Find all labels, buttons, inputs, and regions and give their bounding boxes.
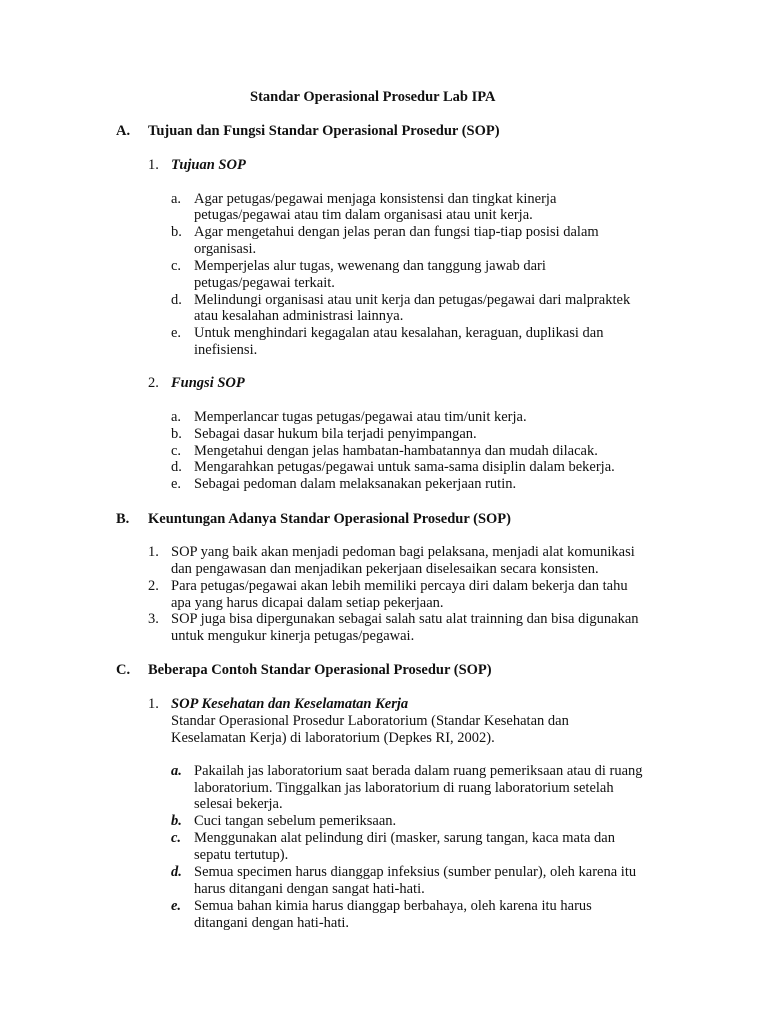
list-item-marker: b. [171, 426, 182, 442]
list-item-text: Semua bahan kimia harus dianggap berbahaya, oleh karena itu harus [194, 898, 592, 914]
list-item-text: untuk mengukur kinerja petugas/pegawai. [171, 628, 415, 644]
list-item-marker: d. [171, 292, 182, 308]
list-item-text: SOP yang baik akan menjadi pedoman bagi pelaksana, menjadi alat komunikasi [171, 544, 635, 560]
list-item-text: Memperjelas alur tugas, wewenang dan tanggung jawab dari [194, 258, 546, 274]
list-item-text: dan pengawasan dan menjadikan pekerjaan diselesaikan secara konsisten. [171, 561, 599, 577]
list-item-marker: a. [171, 409, 182, 425]
sub-a1-number: 1. [148, 157, 159, 173]
list-item-text: Agar mengetahui dengan jelas peran dan fungsi tiap-tiap posisi dalam [194, 224, 599, 240]
list-item-text: Cuci tangan sebelum pemeriksaan. [194, 813, 397, 829]
list-item-marker: a. [171, 763, 182, 779]
list-item-text: apa yang harus dicapai dalam setiap pekerjaan. [171, 595, 444, 611]
list-item-marker: 2. [148, 578, 159, 594]
list-item-marker: b. [171, 224, 182, 240]
list-item-text: petugas/pegawai atau tim dalam organisasi atau unit kerja. [194, 207, 533, 223]
list-item-marker: a. [171, 191, 182, 207]
list-item-marker: c. [171, 443, 182, 459]
list-item-text: Menggunakan alat pelindung diri (masker, sarung tangan, kaca mata dan [194, 830, 615, 846]
list-item-marker: 1. [148, 544, 159, 560]
list-item-marker: d. [171, 459, 182, 475]
list-item-text: petugas/pegawai terkait. [194, 275, 335, 291]
list-item-text: harus ditangani dengan sangat hati-hati. [194, 881, 425, 897]
section-a-marker: A. [116, 123, 131, 139]
list-item-text: Melindungi organisasi atau unit kerja dan petugas/pegawai dari malpraktek [194, 292, 631, 308]
list-item-text: Agar petugas/pegawai menjaga konsistensi dan tingkat kinerja [194, 191, 557, 207]
section-a-heading: Tujuan dan Fungsi Standar Operasional Prosedur (SOP) [148, 123, 500, 139]
list-item-text: ditangani dengan hati-hati. [194, 915, 350, 931]
list-item-marker: e. [171, 898, 182, 914]
sub-a1-heading: Tujuan SOP [171, 157, 246, 173]
list-item-marker: c. [171, 258, 182, 274]
sub-c1-number: 1. [148, 696, 159, 712]
sub-c1-intro: Standar Operasional Prosedur Laboratorium (Standar Kesehatan dan [171, 713, 569, 729]
list-item-text: Para petugas/pegawai akan lebih memiliki percaya diri dalam bekerja dan tahu [171, 578, 628, 594]
list-item-text: Pakailah jas laboratorium saat berada dalam ruang pemeriksaan atau di ruang [194, 763, 643, 779]
list-item-text: Sebagai dasar hukum bila terjadi penyimpangan. [194, 426, 477, 442]
list-item-text: laboratorium. Tinggalkan jas laboratorium di ruang laboratorium setelah [194, 780, 614, 796]
list-item-marker: d. [171, 864, 182, 880]
section-b-marker: B. [116, 511, 130, 527]
list-item-marker: e. [171, 476, 182, 492]
list-item-text: Memperlancar tugas petugas/pegawai atau tim/unit kerja. [194, 409, 527, 425]
sub-a2-number: 2. [148, 375, 159, 391]
list-item-text: Semua specimen harus dianggap infeksius (sumber penular), oleh karena itu [194, 864, 637, 880]
list-item-text: inefisiensi. [194, 342, 258, 358]
sub-c1-intro: Keselamatan Kerja) di laboratorium (Depkes RI, 2002). [171, 730, 495, 746]
document-title: Standar Operasional Prosedur Lab IPA [250, 89, 496, 105]
section-b-heading: Keuntungan Adanya Standar Operasional Prosedur (SOP) [148, 511, 511, 527]
list-item-marker: c. [171, 830, 182, 846]
section-c-heading: Beberapa Contoh Standar Operasional Prosedur (SOP) [148, 662, 492, 678]
list-item-text: Untuk menghindari kegagalan atau kesalahan, keraguan, duplikasi dan [194, 325, 604, 341]
list-item-marker: 3. [148, 611, 159, 627]
list-item-text: sepatu tertutup). [194, 847, 289, 863]
list-item-text: Sebagai pedoman dalam melaksanakan pekerjaan rutin. [194, 476, 517, 492]
section-c-marker: C. [116, 662, 131, 678]
sub-a2-heading: Fungsi SOP [171, 375, 245, 391]
sub-c1-heading: SOP Kesehatan dan Keselamatan Kerja [171, 696, 409, 712]
list-item-text: atau kesalahan administrasi lainnya. [194, 308, 404, 324]
list-item-text: SOP juga bisa dipergunakan sebagai salah satu alat trainning dan bisa digunakan [171, 611, 639, 627]
list-item-text: selesai bekerja. [194, 796, 283, 812]
list-item-marker: e. [171, 325, 182, 341]
list-item-text: organisasi. [194, 241, 257, 257]
list-item-text: Mengarahkan petugas/pegawai untuk sama-sama disiplin dalam bekerja. [194, 459, 615, 475]
list-item-text: Mengetahui dengan jelas hambatan-hambatannya dan mudah dilacak. [194, 443, 598, 459]
list-item-marker: b. [171, 813, 182, 829]
